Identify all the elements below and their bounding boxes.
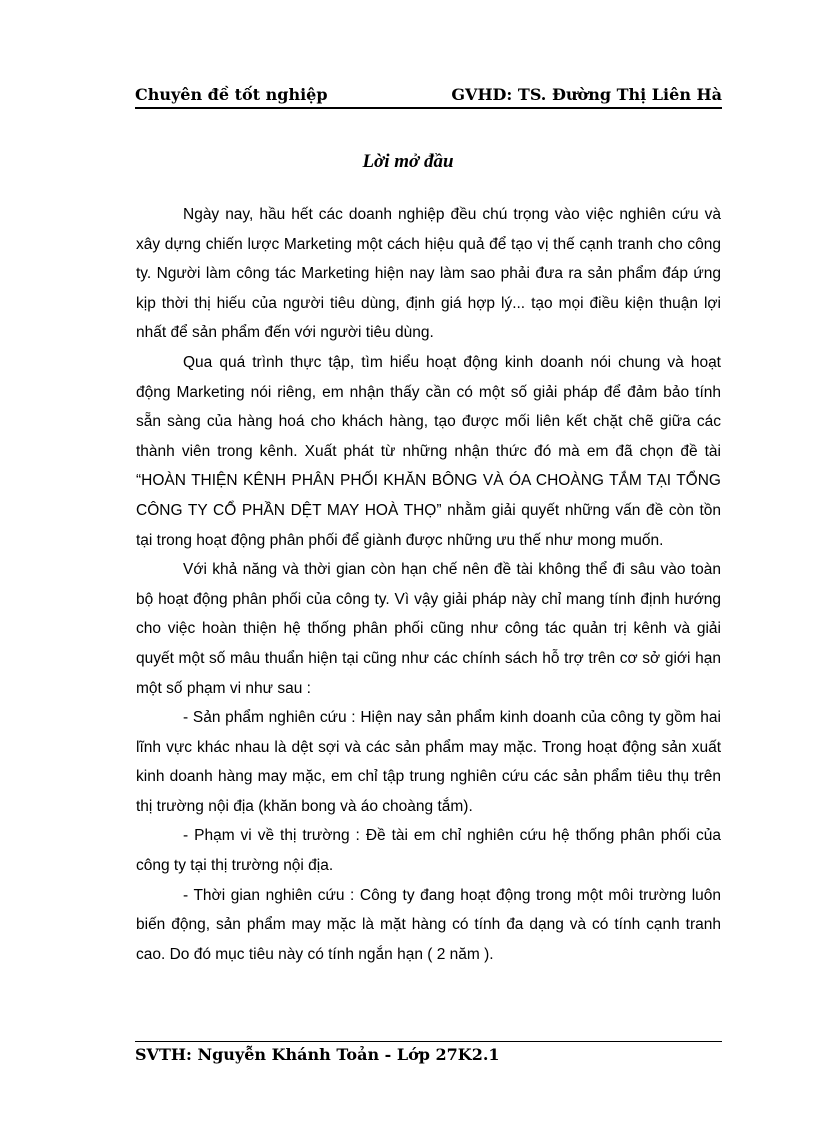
paragraph: - Phạm vi về thị trường : Đề tài em chỉ nghiên cứu hệ thống phân phối của công ty tại thị trường nội địa. xyxy=(136,827,721,875)
paragraph: Ngày nay, hầu hết các doanh nghiệp đều chú trọng vào việc nghiên cứu và xây dựng chiến lược Marketing một cách hiệu quả để tạo vị thế cạnh tranh cho công ty. Người làm công tác Marketing hiện nay làm sao phải đưa ra sản phẩm đáp ứng kịp thời thị hiếu của người tiêu dùng, định giá hợp lý... tạo mọi điều kiện thuận lợi nhất để sản phẩm đến với người tiêu dùng. xyxy=(136,206,721,342)
paragraph: Qua quá trình thực tập, tìm hiểu hoạt động kinh doanh nói chung và hoạt động Marketing nói riêng, em nhận thấy cần có một số giải pháp để đảm bảo tính sẵn sàng của hàng hoá cho khách hàng, tạo được mối liên kết chặt chẽ giữa các thành viên trong kênh. Xuất phát từ những nhận thức đó mà em đã chọn đề tài “HOÀN THIỆN KÊNH PHÂN PHỐI KHĂN BÔNG VÀ ÓA CHOÀNG TẮM TẠI TỔNG CÔNG TY CỔ PHẦN DỆT MAY HOÀ THỌ” nhằm giải quyết những vấn đề còn tồn tại trong hoạt động phân phối để giành được những ưu thế như mong muốn. xyxy=(136,353,721,549)
header-right: GVHD: TS. Đường Thị Liên Hà xyxy=(451,85,722,104)
header-left: Chuyên đề tốt nghiệp xyxy=(135,85,328,104)
page-title: Lời mở đầu xyxy=(362,151,454,172)
footer-text: SVTH: Nguyễn Khánh Toản - Lớp 27K2.1 xyxy=(135,1045,500,1064)
page-header xyxy=(135,83,722,109)
paragraph: - Thời gian nghiên cứu : Công ty đang hoạt động trong một môi trường luôn biến động, sản phẩm may mặc là mặt hàng có tính đa dạng và có tính cạnh tranh cao. Do đó mục tiêu này có tính ngắn hạn ( 2 năm ). xyxy=(136,886,721,963)
page-footer xyxy=(135,1041,722,1065)
paragraph: Với khả năng và thời gian còn hạn chế nên đề tài không thể đi sâu vào toàn bộ hoạt động phân phối của công ty. Vì vậy giải pháp này chỉ mang tính định hướng cho việc hoàn thiện hệ thống phân phối cũng như công tác quản trị kênh và giải quyết một số mâu thuẩn hiện tại cũng như các chính sách hỗ trợ trên cơ sở giới hạn một số phạm vi như sau : xyxy=(136,561,721,697)
body-text xyxy=(136,200,721,969)
paragraph: - Sản phẩm nghiên cứu : Hiện nay sản phẩm kinh doanh của công ty gồm hai lĩnh vực khác nhau là dệt sợi và các sản phẩm may mặc. Trong hoạt động sản xuất kinh doanh hàng may mặc, em chỉ tập trung nghiên cứu các sản phẩm tiêu thụ trên thị trường nội địa (khăn bong và áo choàng tắm). xyxy=(136,709,721,815)
